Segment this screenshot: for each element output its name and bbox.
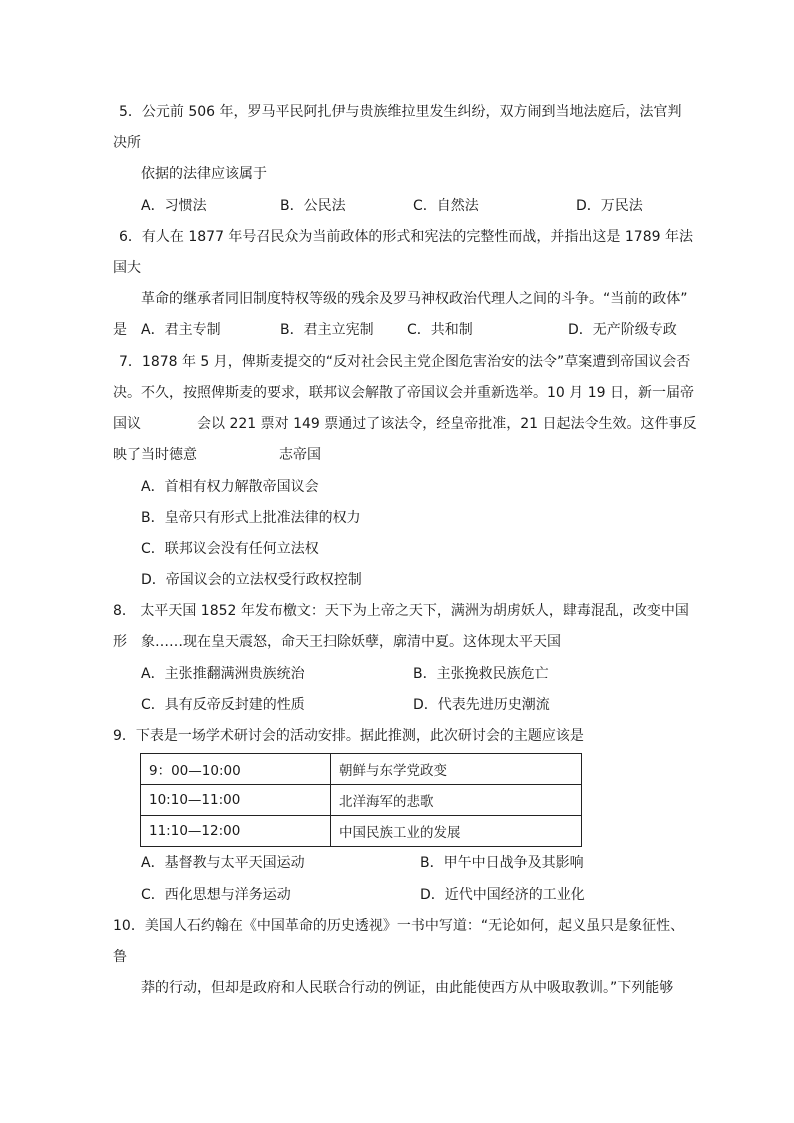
table-row: [141, 816, 582, 847]
question-6-option-b: B．君主立宪制: [280, 322, 374, 338]
schedule-topic-cell: 朝鲜与东学党政变: [331, 754, 582, 785]
table-row: [141, 785, 582, 816]
question-8-option-a: A．主张推翻满洲贵族统治: [141, 666, 305, 682]
question-6-option-c: C．共和制: [407, 322, 473, 338]
question-5-option-a: A．习惯法: [141, 198, 207, 214]
schedule-time-cell: 9：00—10:00: [141, 754, 331, 785]
question-6-stem-line-4: 是: [113, 322, 127, 338]
question-8-stem-line-2b: 象……现在皇天震怒，命天王扫除妖孽，廓清中夏。这体现太平天国: [141, 634, 561, 650]
question-6-stem-line-1: 6．有人在 1877 年号召民众为当前政体的形式和宪法的完整性而战，并指出这是 1789 年法: [119, 229, 693, 245]
question-10-stem-line-3: 莽的行动，但却是政府和人民联合行动的例证，由此能使西方从中吸取教训。”下列能够: [141, 980, 674, 996]
question-9-option-b: B．甲午中日战争及其影响: [420, 855, 584, 871]
question-5-stem-line-2: 决所: [113, 135, 141, 151]
table-row: [141, 754, 582, 785]
question-8-stem-line-2a: 形: [113, 634, 127, 650]
schedule-table: [140, 753, 582, 847]
question-7-stem-line-2: 决。不久，按照俾斯麦的要求，联邦议会解散了帝国议会并重新选举。10 月 19 日，新一届帝: [113, 385, 694, 401]
question-7-stem-line-3b: 会以 221 票对 149 票通过了该法令，经皇帝批准，21 日起法令生效。这件事反: [197, 416, 697, 432]
question-6-stem-line-3: 革命的继承者同旧制度特权等级的残余及罗马神权政治代理人之间的斗争。“当前的政体”: [141, 291, 688, 307]
question-10-stem-line-2: 鲁: [113, 949, 127, 965]
schedule-topic-cell: 中国民族工业的发展: [331, 816, 582, 847]
question-9-option-a: A．基督教与太平天国运动: [141, 855, 305, 871]
question-5-option-c: C．自然法: [413, 198, 479, 214]
question-6-option-a: A．君主专制: [141, 322, 221, 338]
question-7-stem-line-4b: 志帝国: [279, 447, 321, 463]
question-7-stem-line-3a: 国议: [113, 416, 141, 432]
question-6-option-d: D．无产阶级专政: [568, 322, 677, 338]
question-10-stem-line-1: 10．美国人石约翰在《中国革命的历史透视》一书中写道：“无论如何，起义虽只是象征性、: [113, 918, 685, 934]
question-7-option-a: A．首相有权力解散帝国议会: [141, 479, 319, 495]
question-8-option-b: B．主张挽救民族危亡: [413, 666, 549, 682]
question-8-stem-line-1: 8． 太平天国 1852 年发布檄文：天下为上帝之天下，满洲为胡虏妖人，肆毒混乱，改变中国: [113, 603, 689, 619]
question-9-option-c: C．西化思想与洋务运动: [141, 887, 291, 903]
question-7-stem-line-1: 7．1878 年 5 月，俾斯麦提交的“反对社会民主党企图危害治安的法令”草案遭到帝国议会否: [119, 354, 691, 370]
question-8-option-d: D．代表先进历史潮流: [413, 697, 550, 713]
question-5-stem-line-3: 依据的法律应该属于: [141, 166, 267, 182]
question-5-stem-line-1: 5．公元前 506 年，罗马平民阿扎伊与贵族维拉里发生纠纷，双方闹到当地法庭后，法官判: [119, 104, 682, 120]
question-7-option-c: C．联邦议会没有任何立法权: [141, 541, 319, 557]
question-7-option-b: B．皇帝只有形式上批准法律的权力: [141, 510, 361, 526]
question-9-stem-line-1: 9．下表是一场学术研讨会的活动安排。据此推测，此次研讨会的主题应该是: [113, 728, 584, 744]
schedule-time-cell: 10:10—11:00: [141, 785, 331, 816]
question-5-option-b: B．公民法: [280, 198, 346, 214]
schedule-time-cell: 11:10—12:00: [141, 816, 331, 847]
question-5-option-d: D．万民法: [576, 198, 643, 214]
question-7-option-d: D．帝国议会的立法权受行政权控制: [141, 572, 362, 588]
question-6-stem-line-2: 国大: [113, 260, 141, 276]
question-9-option-d: D．近代中国经济的工业化: [420, 887, 585, 903]
question-8-option-c: C．具有反帝反封建的性质: [141, 697, 305, 713]
question-7-stem-line-4a: 映了当时德意: [113, 447, 197, 463]
schedule-topic-cell: 北洋海军的悲歌: [331, 785, 582, 816]
